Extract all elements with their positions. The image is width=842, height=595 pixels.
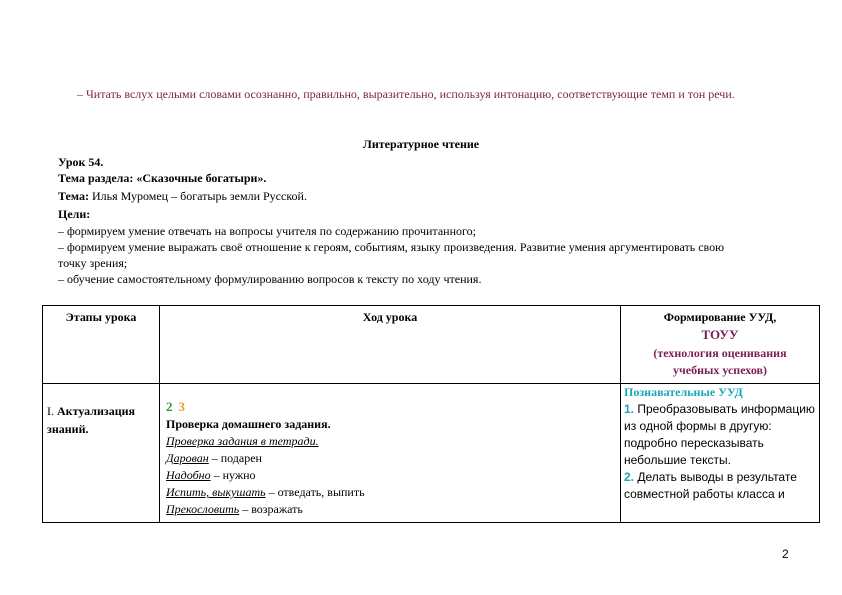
uud-heading: Познавательные УУД — [624, 385, 743, 399]
header-course: Ход урока — [160, 306, 621, 384]
vocab-meaning: – отведать, выпить — [265, 485, 365, 499]
slide-number-2: 2 — [166, 399, 173, 414]
header-uud-label: Формирование УУД, — [663, 310, 777, 324]
section-value: «Сказочные богатыри». — [133, 171, 267, 185]
vocab-item — [166, 467, 616, 484]
table-header-row — [43, 306, 820, 384]
goal-item: – обучение самостоятельному формулированию вопросов к тексту по ходу чтения. — [58, 272, 482, 286]
topic-value: Илья Муромец – богатырь земли Русской. — [88, 189, 307, 203]
uud-item-number: 2. — [624, 470, 635, 484]
vocab-word: Дарован — [166, 451, 209, 465]
header-touu: ТОУУ — [701, 327, 739, 342]
goal-item: – формируем умение выражать своё отношение к героям, событиям, языку произведения. Развитие умения аргументировать свою точку зрения; — [58, 240, 725, 270]
header-uud — [621, 306, 820, 384]
vocab-item — [166, 450, 616, 467]
header-stages: Этапы урока — [43, 306, 160, 384]
stage-roman: I. — [47, 404, 54, 418]
goal-item: – формируем умение отвечать на вопросы учителя по содержанию прочитанного; — [58, 224, 476, 238]
vocab-word: Испить, выкушать — [166, 485, 266, 499]
section-label: Тема раздела: — [58, 171, 134, 185]
lesson-number: Урок 54. — [58, 155, 104, 169]
uud-cell — [621, 384, 820, 523]
page-number: 2 — [782, 547, 789, 561]
stage-cell — [43, 384, 160, 523]
vocab-word: Прекословить — [166, 502, 240, 516]
uud-item-number: 1. — [624, 402, 635, 416]
intro-goal-text: – Читать вслух целыми словами осознанно, правильно, выразительно, используя интонацию, соответствующие темп и тон речи. — [77, 87, 735, 101]
slide-number-3: 3 — [178, 399, 185, 414]
slide-numbers — [166, 398, 616, 416]
lesson-topic — [58, 188, 307, 204]
notebook-check: Проверка задания в тетради. — [166, 434, 319, 448]
stage-name: Актуализация знаний. — [47, 404, 136, 436]
subject-title: Литературное чтение — [362, 137, 480, 151]
lesson-table — [42, 305, 820, 523]
goals-list — [58, 223, 738, 287]
vocab-item — [166, 501, 616, 518]
topic-label: Тема: — [58, 189, 89, 203]
lesson-section — [58, 170, 266, 186]
vocab-item — [166, 484, 616, 501]
uud-item-text: Преобразовывать информацию из одной формы в другую: подробно пересказывать небольшие тексты. — [624, 402, 815, 467]
homework-title: Проверка домашнего задания. — [166, 417, 331, 431]
course-cell — [160, 384, 621, 523]
table-row — [43, 384, 820, 523]
uud-item-text: Делать выводы в результате совместной работы класса и — [624, 470, 797, 501]
vocab-word: Надобно — [166, 468, 211, 482]
goals-label: Цели: — [58, 207, 91, 221]
vocab-meaning: – подарен — [208, 451, 262, 465]
vocab-meaning: – нужно — [210, 468, 256, 482]
header-touu-desc: (технология оценивания учебных успехов) — [653, 346, 787, 377]
vocab-meaning: – возражать — [239, 502, 303, 516]
uud-item — [624, 469, 815, 503]
uud-item — [624, 401, 815, 469]
